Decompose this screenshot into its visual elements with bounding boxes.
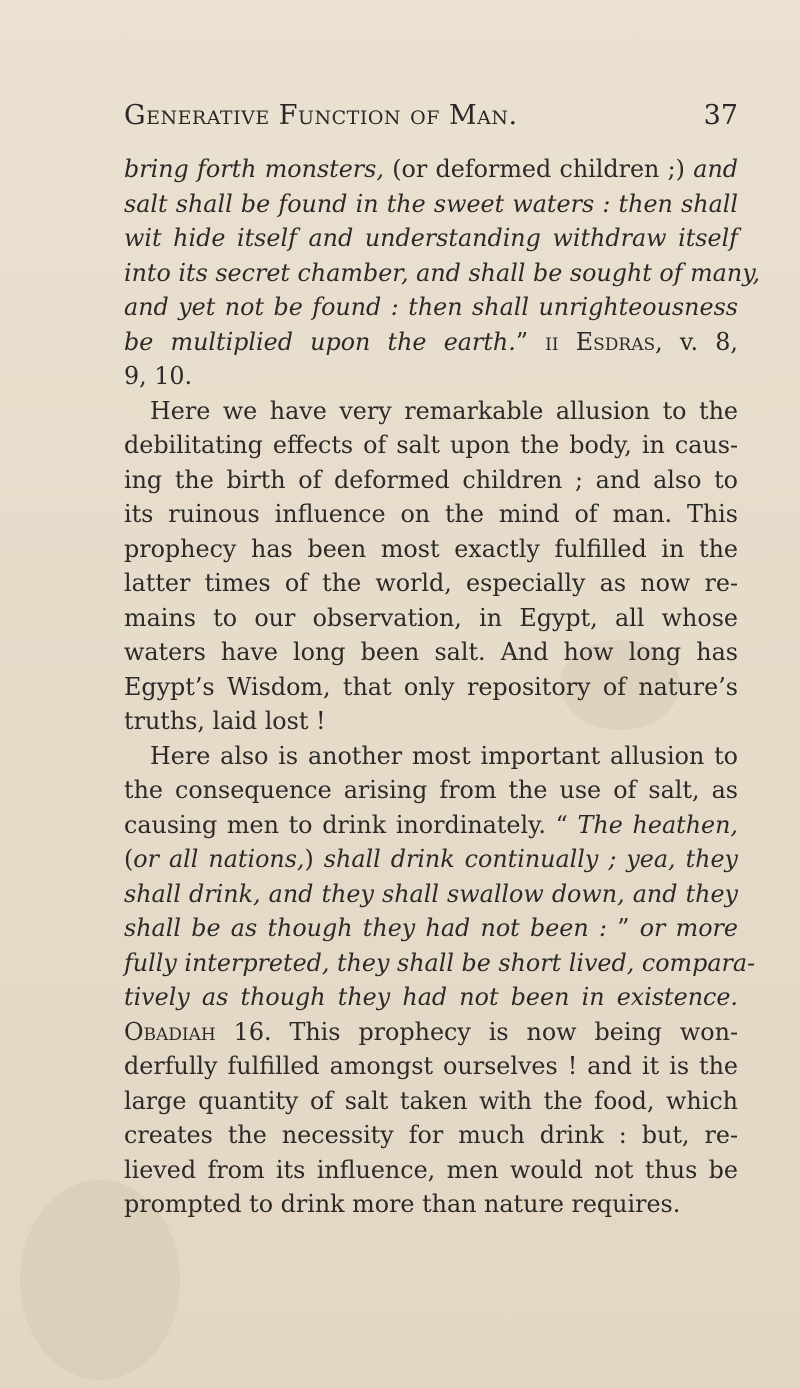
italic-text: shall drink, and they shall swallow down, and they bbox=[124, 879, 738, 908]
text-span: creates the necessity for much drink : but, re- bbox=[124, 1121, 738, 1149]
text-span: v. 8, bbox=[662, 327, 738, 356]
text-line bbox=[124, 325, 738, 360]
text-span: ii Esdras, bbox=[545, 327, 663, 356]
italic-text: and bbox=[693, 155, 738, 183]
text-line bbox=[124, 152, 738, 187]
italic-text: or more bbox=[639, 914, 739, 942]
italic-text: be multiplied upon the earth. bbox=[124, 327, 516, 356]
text-span: prophecy has been most exactly fulfilled in the bbox=[124, 534, 738, 563]
text-line bbox=[124, 1187, 738, 1222]
text-span: ing the birth of deformed children ; and also to bbox=[124, 465, 738, 494]
text-line bbox=[124, 1049, 738, 1084]
text-line bbox=[124, 532, 738, 567]
text-line bbox=[124, 1153, 738, 1188]
text-span: ( bbox=[124, 845, 134, 873]
text-line bbox=[124, 359, 738, 394]
text-line bbox=[124, 290, 738, 325]
text-span: ” bbox=[606, 914, 640, 942]
text-span: ” bbox=[515, 327, 546, 356]
text-span: Obadiah bbox=[124, 1017, 216, 1046]
text-span: waters have long been salt. And how long has bbox=[124, 638, 738, 666]
text-line bbox=[124, 221, 738, 256]
text-span: 16. This prophecy is now being won- bbox=[215, 1017, 738, 1046]
text-span: Here we have very remarkable allusion to the bbox=[150, 396, 738, 425]
text-line bbox=[124, 394, 738, 429]
page-number: 37 bbox=[703, 100, 738, 131]
text-line bbox=[124, 187, 738, 222]
text-line bbox=[124, 1015, 738, 1050]
text-line bbox=[124, 1084, 738, 1119]
text-span: derfully fulfilled amongst ourselves ! and it is the bbox=[124, 1052, 738, 1080]
running-head-title: Generative Function of Man. bbox=[124, 100, 518, 131]
italic-text: tively as though they had not been in existence. bbox=[124, 983, 738, 1011]
text-line bbox=[124, 911, 738, 946]
italic-text: wit hide itself and understanding withdraw itself bbox=[124, 224, 738, 252]
text-line bbox=[124, 980, 738, 1015]
text-span: large quantity of salt taken with the food, which bbox=[124, 1086, 738, 1115]
text-span: its ruinous influence on the mind of man. This bbox=[124, 500, 738, 528]
italic-text: shall drink continually ; yea, they bbox=[323, 845, 738, 873]
italic-text: shall be as though they had not been : bbox=[124, 914, 607, 942]
text-line bbox=[124, 842, 738, 877]
text-line bbox=[124, 601, 738, 636]
italic-text: The heathen, bbox=[577, 810, 738, 839]
text-span: mains to our observation, in Egypt, all whose bbox=[124, 603, 738, 632]
text-line bbox=[124, 566, 738, 601]
text-line bbox=[124, 428, 738, 463]
text-span: the consequence arising from the use of salt, as bbox=[124, 776, 738, 804]
italic-text: salt shall be found in the sweet waters : then shall bbox=[124, 189, 738, 218]
text-line bbox=[124, 1118, 738, 1153]
italic-text: bring forth monsters, bbox=[124, 155, 384, 183]
text-span: debilitating effects of salt upon the body, in caus- bbox=[124, 431, 738, 459]
italic-text: fully interpreted, they shall be short lived, compara- bbox=[124, 948, 756, 977]
text-line bbox=[124, 635, 738, 670]
text-span: latter times of the world, especially as now re- bbox=[124, 569, 738, 597]
italic-text: or all nations, bbox=[133, 845, 305, 873]
text-span: causing men to drink inordinately. “ bbox=[124, 810, 578, 839]
text-span: prompted to drink more than nature requires. bbox=[124, 1190, 681, 1218]
text-line bbox=[124, 497, 738, 532]
body-text bbox=[124, 152, 761, 1222]
text-line bbox=[124, 946, 756, 981]
text-span: ) bbox=[304, 845, 324, 873]
text-span: truths, laid lost ! bbox=[124, 707, 326, 735]
running-head bbox=[124, 100, 738, 140]
text-line bbox=[124, 808, 738, 843]
italic-text: and yet not be found : then shall unrighteousness bbox=[124, 293, 738, 321]
text-line bbox=[124, 670, 738, 705]
text-line bbox=[124, 704, 738, 739]
text-span: 9, 10. bbox=[124, 362, 193, 390]
italic-text: into its secret chamber, and shall be sought of many, bbox=[124, 258, 761, 287]
text-span: Egypt’s Wisdom, that only repository of nature’s bbox=[124, 672, 738, 701]
text-span: (or deformed children ;) bbox=[383, 155, 694, 183]
text-line bbox=[124, 256, 761, 291]
text-span: Here also is another most important allusion to bbox=[150, 741, 738, 770]
text-span: lieved from its influence, men would not thus be bbox=[124, 1155, 738, 1184]
text-line bbox=[124, 773, 738, 808]
text-line bbox=[124, 463, 738, 498]
text-line bbox=[124, 877, 738, 912]
text-line bbox=[124, 739, 738, 774]
